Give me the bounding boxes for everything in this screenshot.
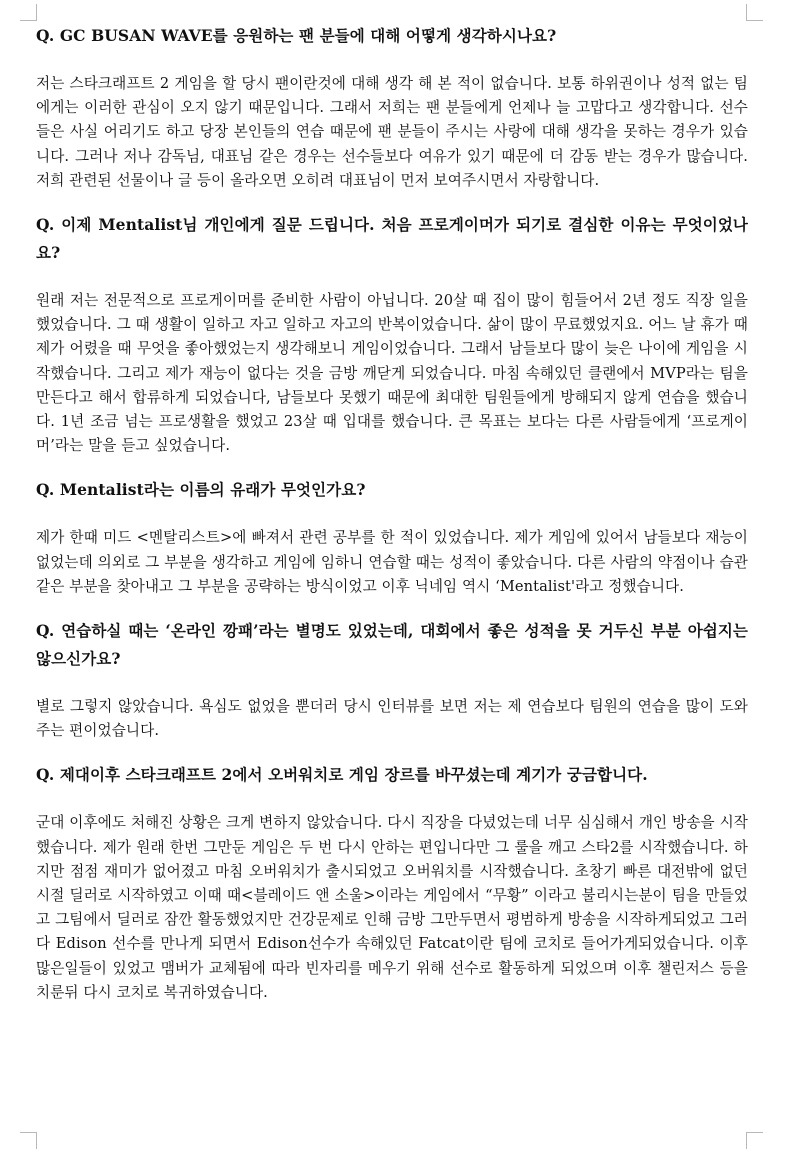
question-1: Q. GC BUSAN WAVE를 응원하는 팬 분들에 대해 어떻게 생각하시나요? <box>36 26 557 45</box>
crop-mark-top-right <box>746 4 763 21</box>
answer-5: 군대 이후에도 처해진 상황은 크게 변하지 않았습니다. 다시 직장을 다녔었는데 너무 심심해서 개인 방송을 시작했습니다. 제가 원래 한번 그만둔 게임은 두 번 다시 안하는 편입니다만 그 룰을 깨고 스타2를 시작했습니다. 하지만 점점 재미가 없어졌고 마침 오버워치가 출시되었고 오버워치를 시작했습니다. 초창기 빠른 대전밖에 없던 시절 딜러로 시작하였고 이때 때<블레이드 앤 소울>이라는 게임에서 “무황” 이라고 불리시는분이 팀을 만들었고 그팀에서 딜러로 잠깐 활동했었지만 건강문제로 인해 금방 그만두면서 평범하게 방송을 시작하게되었고 그러다 Edison 선수를 만나게 되면서 Edison선수가 속해있던 Fatcat이란 팀에 코치로 들어가게되었습니다. 이후 많은일들이 있었고 맴버가 교체됨에 따라 빈자리를 메우기 위해 선수로 활동하게 되었으며 이후 챌린저스 등을 치룬뒤 다시 코치로 복귀하였습니다. <box>36 814 749 1001</box>
crop-mark-bottom-right <box>746 1132 763 1149</box>
answer-3: 제가 한때 미드 <멘탈리스트>에 빠져서 관련 공부를 한 적이 있었습니다. 제가 게임에 있어서 남들보다 재능이 없었는데 의외로 그 부분을 생각하고 게임에 임하니 연습할 때는 성적이 좋았습니다. 다른 사람의 약점이나 습관 같은 부분을 찾아내고 그 부분을 공략하는 방식이었고 이후 닉네임 역시 ‘Mentalist'라고 정했습니다. <box>36 529 748 595</box>
question-3: Q. Mentalist라는 이름의 유래가 무엇인가요? <box>36 480 366 500</box>
document-body <box>36 22 748 1005</box>
crop-mark-top-left <box>20 4 37 21</box>
answer-2: 원래 저는 전문적으로 프로게이머를 준비한 사람이 아닙니다. 20살 때 집이 많이 힘들어서 2년 정도 직장 일을 했었습니다. 그 때 생활이 일하고 자고 일하고 자고의 반복이었습니다. 삶이 많이 무료했었지요. 어느 날 휴가 때 제가 어렸을 때 무엇을 좋아했었는지 생각해보니 게임이었습니다. 그래서 남들보다 많이 늦은 나이에 게임을 시작했습니다. 그리고 제가 재능이 없다는 것을 금방 깨닫게 되었습니다. 마침 속해있던 클랜에서 MVP라는 팀을 만든다고 해서 합류하게 되었습니다, 남들보다 못했기 때문에 최대한 팀원들에게 방해되지 않게 연습을 했습니다. 1년 조금 넘는 프로생활을 했었고 23살 때 입대를 했습니다. 큰 목표는 보다는 다른 사람들에게 ‘프로게이머’라는 말을 듣고 싶었습니다. <box>36 292 748 455</box>
answer-4: 별로 그렇지 않았습니다. 욕심도 없었을 뿐더러 당시 인터뷰를 보면 저는 제 연습보다 팀원의 연습을 많이 도와주는 편이었습니다. <box>36 698 748 740</box>
answer-1: 저는 스타크래프트 2 게임을 할 당시 팬이란것에 대해 생각 해 본 적이 없습니다. 보통 하위권이나 성적 없는 팀에게는 이러한 관심이 오지 않기 때문입니다. 그래서 저희는 팬 분들에게 언제나 늘 고맙다고 생각합니다. 선수들은 사실 어리기도 하고 당장 본인들의 연습 때문에 팬 분들이 주시는 사랑에 대해 생각을 못하는 경우가 있습니다. 그러나 저나 감독님, 대표님 같은 경우는 선수들보다 여유가 있기 때문에 더 감동 받는 경우가 많습니다. 저희 관련된 선물이나 글 등이 올라오면 오히려 대표님이 먼저 보여주시면서 자랑합니다. <box>36 75 748 189</box>
question-4: Q. 연습하실 때는 ‘온라인 깡패’라는 별명도 있었는데, 대회에서 좋은 성적을 못 거두신 부분 아쉽지는 않으신가요? <box>36 621 748 669</box>
crop-mark-bottom-left <box>20 1132 37 1149</box>
question-5: Q. 제대이후 스타크래프트 2에서 오버워치로 게임 장르를 바꾸셨는데 계기가 궁금합니다. <box>36 765 648 785</box>
question-2: Q. 이제 Mentalist님 개인에게 질문 드립니다. 처음 프로게이머가 되기로 결심한 이유는 무엇이었나요? <box>36 215 748 263</box>
